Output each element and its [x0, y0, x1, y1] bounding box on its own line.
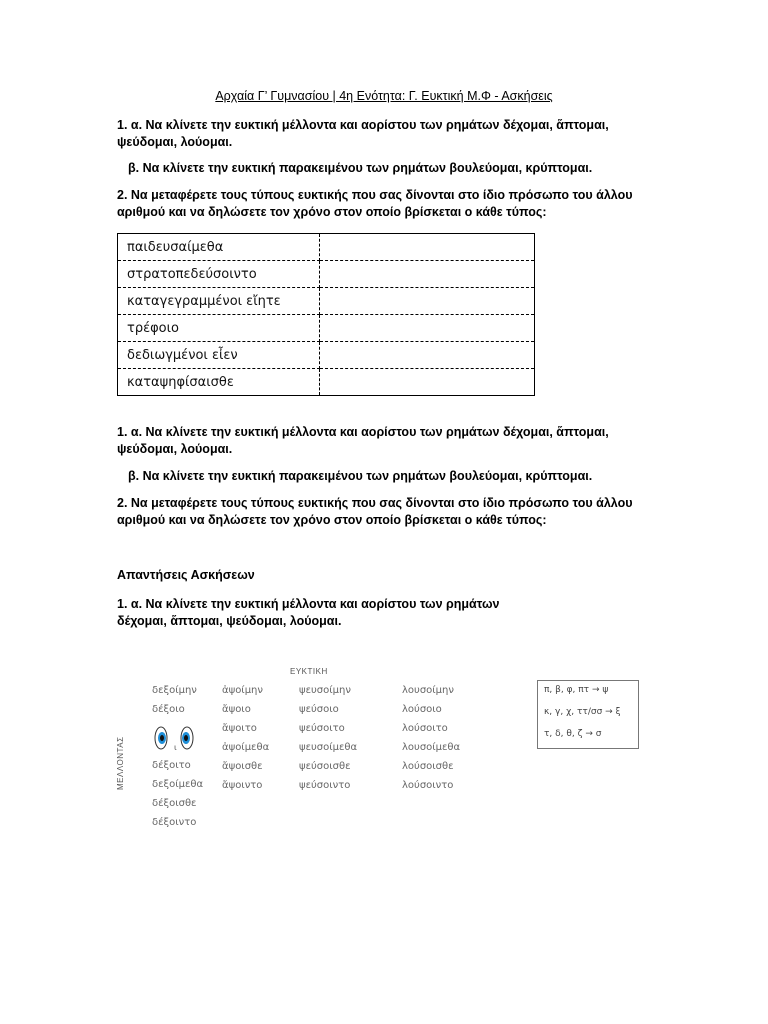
answer-1-line-1: 1. α. Να κλίνετε την ευκτική μέλλοντα και αορίστου των ρημάτων [117, 597, 500, 611]
rule-labial: π, β, φ, πτ → ψ [544, 685, 609, 695]
verb-form: ἄψοιο [222, 704, 251, 715]
verb-form: ψεύσοιντο [299, 780, 351, 791]
verb-form: δέξοιο [152, 704, 185, 715]
verb-form: ἄψοισθε [222, 761, 263, 772]
rule-dental: τ, δ, θ, ζ → σ [544, 729, 602, 739]
form-cell: τρέφοιο [118, 315, 320, 342]
page-title: Αρχαία Γ’ Γυμνασίου | 4η Ενότητα: Γ. Ευκτική Μ.Φ - Ασκήσεις [215, 89, 553, 103]
verb-form: λουσοίμεθα [402, 742, 461, 753]
verb-form: λούσοιτο [402, 723, 448, 734]
forms-table [117, 233, 535, 396]
form-cell: στρατοπεδεύσοιντο [118, 261, 320, 288]
table-row [118, 261, 535, 288]
answer-cell[interactable] [320, 315, 535, 342]
answer-cell[interactable] [320, 342, 535, 369]
verb-form: λούσοιο [402, 704, 442, 715]
verb-form: δέξοισθε [152, 798, 197, 809]
verb-form: λούσοιντο [402, 780, 454, 791]
column-haptomai [222, 681, 269, 795]
answers-heading: Απαντήσεις Ασκήσεων [117, 568, 255, 582]
exercise-1a-repeat: 1. α. Να κλίνετε την ευκτική μέλλοντα και αορίστου των ρημάτων δέχομαι, ἅπτομαι, ψεύδομαι, λούομαι. [117, 425, 609, 456]
exercise-2-repeat: 2. Να μεταφέρετε τους τύπους ευκτικής που σας δίνονται στο ίδιο πρόσωπο του άλλου αριθμού και να δηλώσετε τον χρόνο στον οποίο βρίσκεται ο κάθε τύπος: [117, 496, 633, 527]
verb-form: ἀψοίμεθα [222, 742, 270, 753]
verb-form: δέξοιντο [152, 817, 197, 828]
table-row [118, 315, 535, 342]
table-row [118, 234, 535, 261]
form-cell: παιδευσαίμεθα [118, 234, 320, 261]
answer-cell[interactable] [320, 369, 535, 396]
verb-form: ἀψοίμην [222, 685, 263, 696]
answer-cell[interactable] [320, 261, 535, 288]
form-cell: δεδιωγμένοι εἶεν [118, 342, 320, 369]
figure-header: ΕΥΚΤΙΚΗ [290, 667, 328, 676]
table-row [118, 342, 535, 369]
column-dechomai [152, 681, 203, 832]
verb-form: λούσοισθε [402, 761, 454, 772]
exercise-2: 2. Να μεταφέρετε τους τύπους ευκτικής που σας δίνονται στο ίδιο πρόσωπο του άλλου αριθμού και να δηλώσετε τον χρόνο στον οποίο βρίσκεται ο κάθε τύπος: [117, 188, 633, 219]
verb-form: ἄψοιτο [222, 723, 257, 734]
answer-cell[interactable] [320, 288, 535, 315]
form-cell: καταψηφίσαισθε [118, 369, 320, 396]
column-louomai [402, 681, 460, 795]
exercise-1a: 1. α. Να κλίνετε την ευκτική μέλλοντα και αορίστου των ρημάτων δέχομαι, ἅπτομαι, ψεύδομαι, λούομαι. [117, 118, 609, 149]
figure-side-label: ΜΕΛΛΟΝΤΑΣ [116, 736, 125, 790]
verb-form: ἄψοιντο [222, 780, 263, 791]
verb-form: ψεύσοισθε [299, 761, 351, 772]
verb-form: δεξοίμεθα [152, 779, 204, 790]
rule-guttural: κ, γ, χ, ττ/σσ → ξ [544, 707, 621, 717]
eye-mark: ι [174, 743, 177, 752]
verb-form: ψεύσοιο [299, 704, 339, 715]
eyes-icon [154, 726, 196, 752]
verb-form: ψευσοίμεθα [299, 742, 358, 753]
table-row [118, 369, 535, 396]
table-row [118, 288, 535, 315]
verb-form: ψευσοίμην [299, 685, 351, 696]
exercise-1b: β. Να κλίνετε την ευκτική παρακειμένου των ρημάτων βουλεύομαι, κρύπτομαι. [128, 161, 593, 175]
verb-form: ψεύσοιτο [299, 723, 345, 734]
conjugation-figure [118, 665, 638, 840]
answer-cell[interactable] [320, 234, 535, 261]
verb-form: λουσοίμην [402, 685, 454, 696]
exercise-1b-repeat: β. Να κλίνετε την ευκτική παρακειμένου των ρημάτων βουλεύομαι, κρύπτομαι. [128, 469, 593, 483]
form-cell: καταγεγραμμένοι εἴητε [118, 288, 320, 315]
verb-form: δέξοιτο [152, 760, 191, 771]
consonant-rules-box [537, 680, 639, 749]
answer-1-line-2: δέχομαι, ἅπτομαι, ψεύδομαι, λούομαι. [117, 614, 342, 628]
column-pseudomai [299, 681, 357, 795]
verb-form: δεξοίμην [152, 685, 197, 696]
